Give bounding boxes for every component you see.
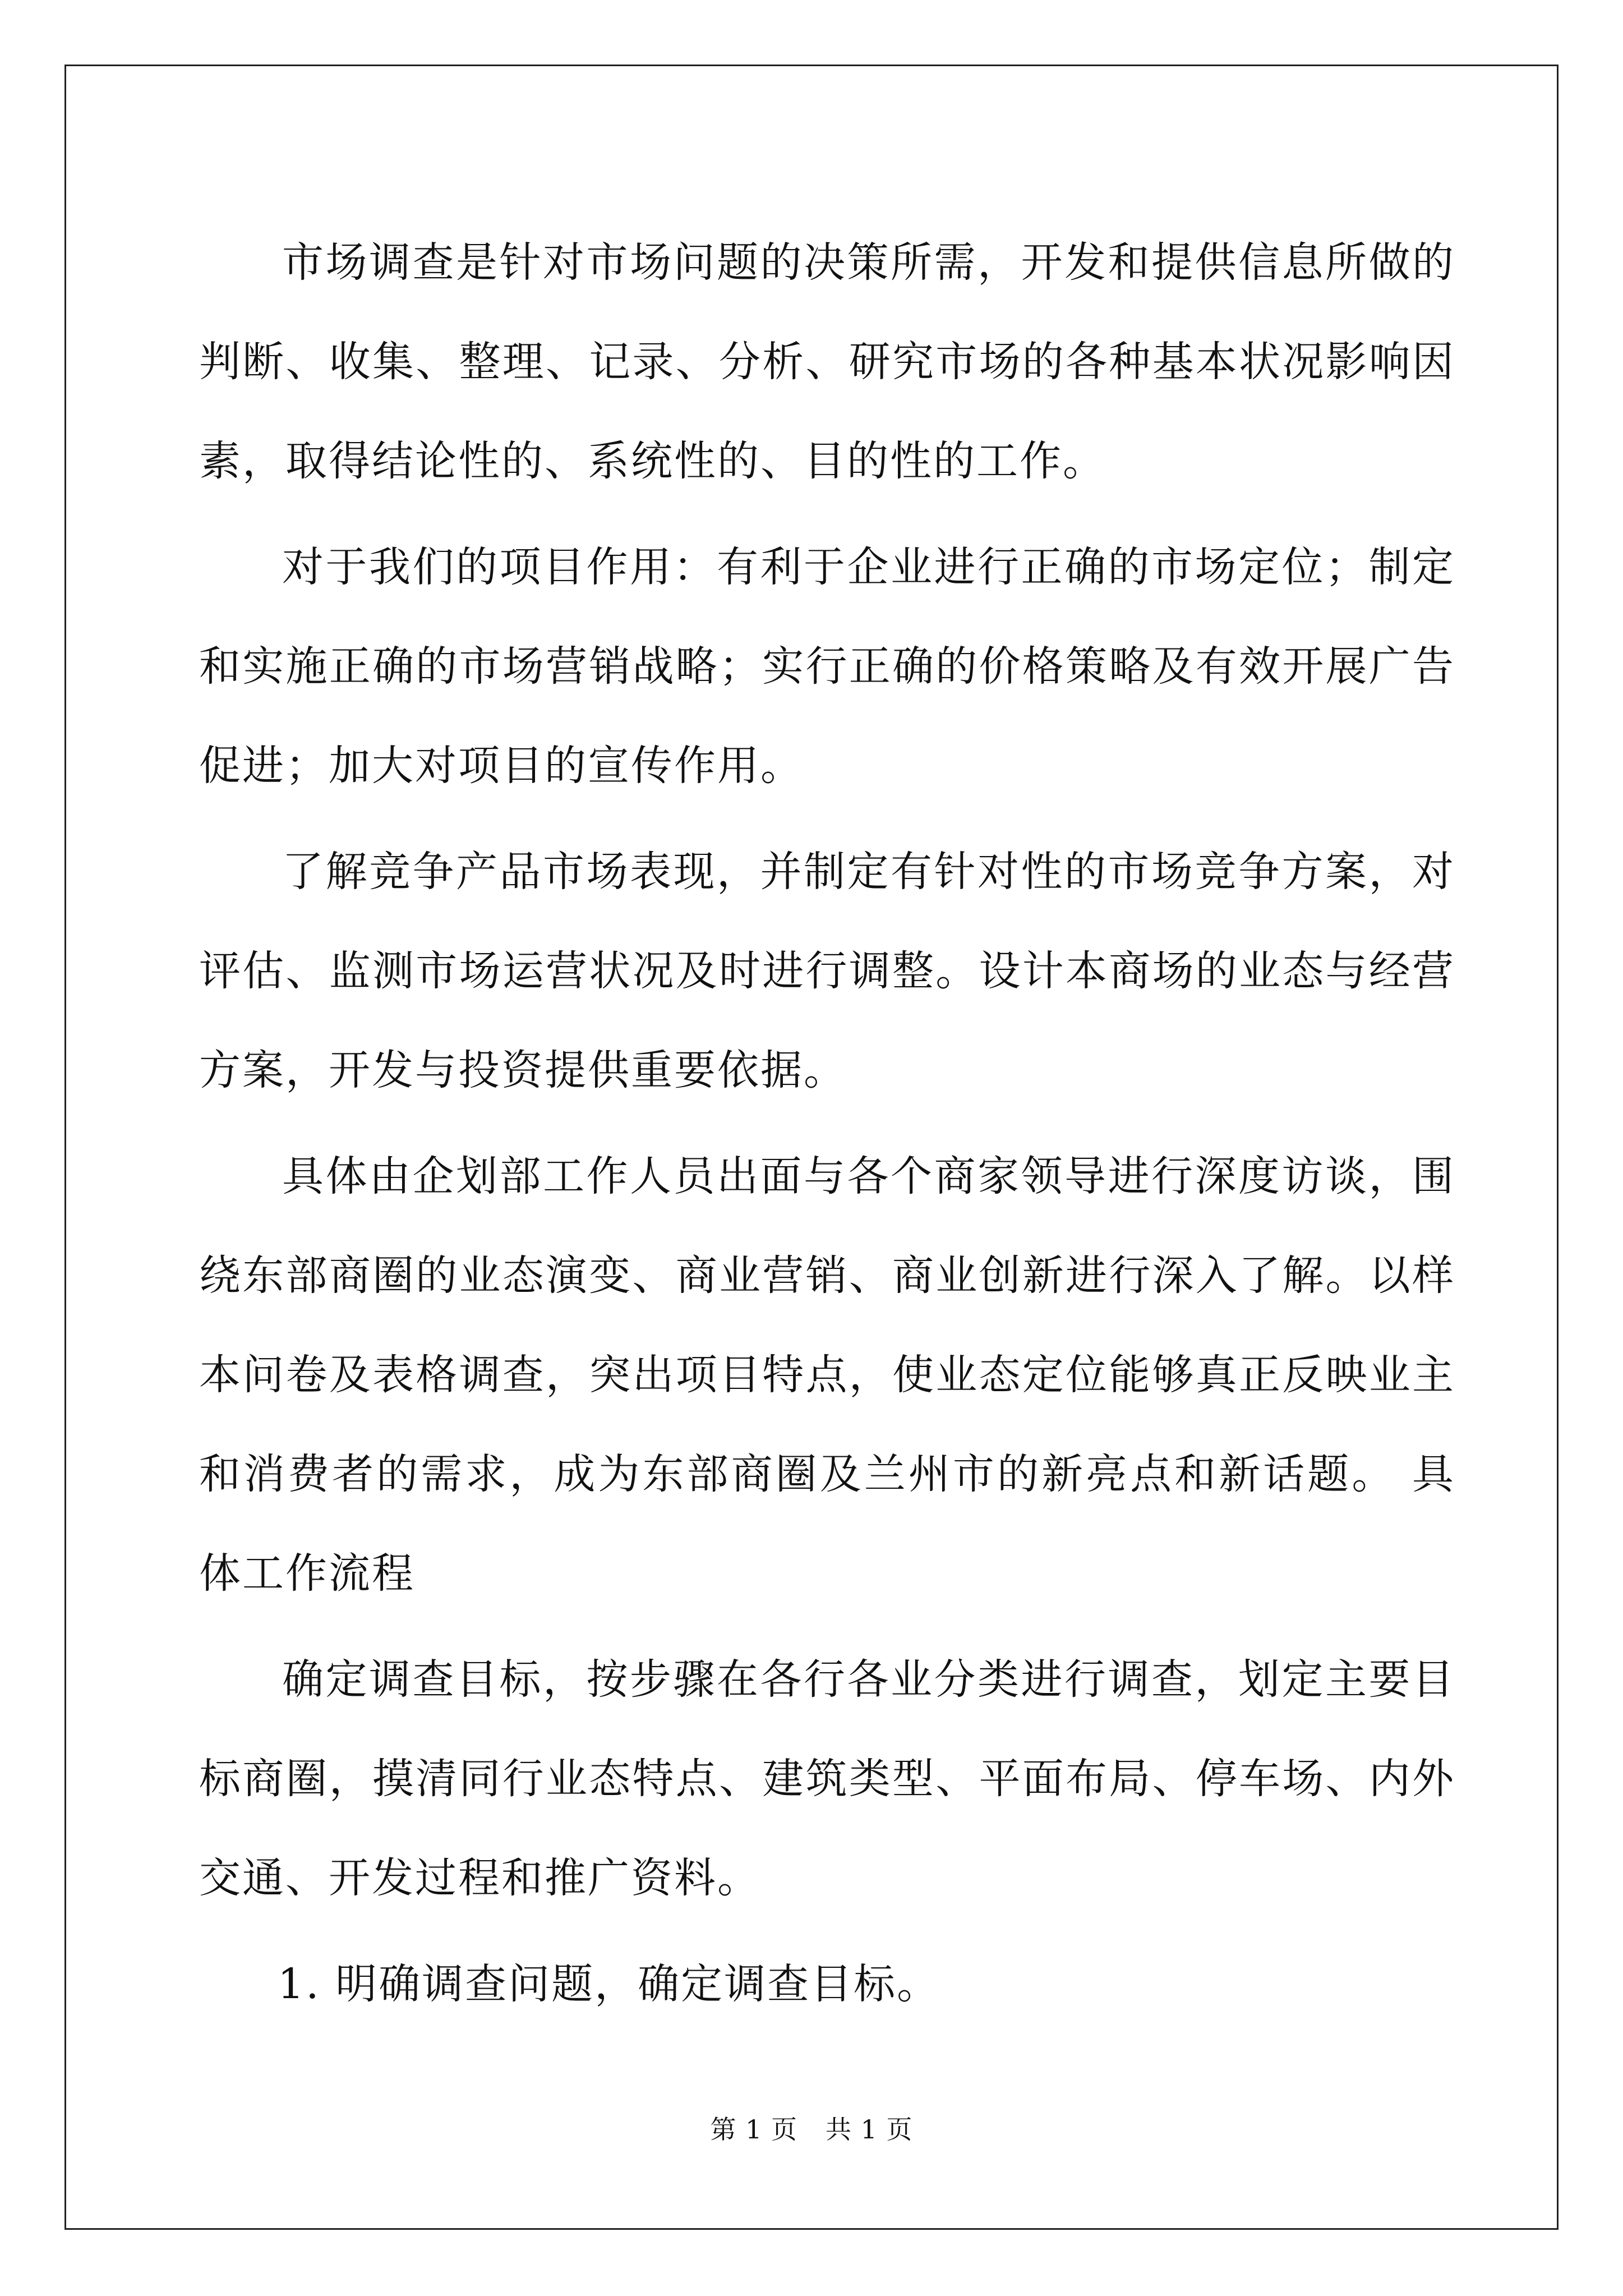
page-number-current: 第 1 页 bbox=[710, 2114, 797, 2145]
document-body bbox=[199, 213, 1455, 2034]
paragraph-market-research-definition: 市场调查是针对市场问题的决策所需，开发和提供信息所做的判断、收集、整理、记录、分析、研究市场的各种基本状况影响因素，取得结论性的、系统性的、目的性的工作。 bbox=[199, 238, 1455, 485]
page-number-total: 共 1 页 bbox=[826, 2114, 913, 2145]
list-item-step-1: 1. 明确调查问题，确定调查目标。 bbox=[278, 1960, 940, 2008]
paragraph-survey-targets: 确定调查目标，按步骤在各行各业分类进行调查，划定主要目标商圈，摸清同行业态特点、建筑类型、平面布局、停车场、内外交通、开发过程和推广资料。 bbox=[199, 1655, 1455, 1902]
paragraph-project-role: 对于我们的项目作用：有利于企业进行正确的市场定位；制定和实施正确的市场营销战略；实行正确的价格策略及有效开展广告促进；加大对项目的宣传作用。 bbox=[199, 543, 1455, 790]
paragraph-interview-plan: 具体由企划部工作人员出面与各个商家领导进行深度访谈，围绕东部商圈的业态演变、商业营销、商业创新进行深入了解。以样本问卷及表格调查，突出项目特点，使业态定位能够真正反映业主和消费者的需求，成为东部商圈及兰州市的新亮点和新话题。 具体工作流程 bbox=[199, 1152, 1455, 1598]
page-footer bbox=[0, 2109, 1623, 2146]
paragraph-competition-analysis: 了解竞争产品市场表现，并制定有针对性的市场竞争方案，对评估、监测市场运营状况及时进行调整。设计本商场的业态与经营方案，开发与投资提供重要依据。 bbox=[199, 848, 1455, 1094]
